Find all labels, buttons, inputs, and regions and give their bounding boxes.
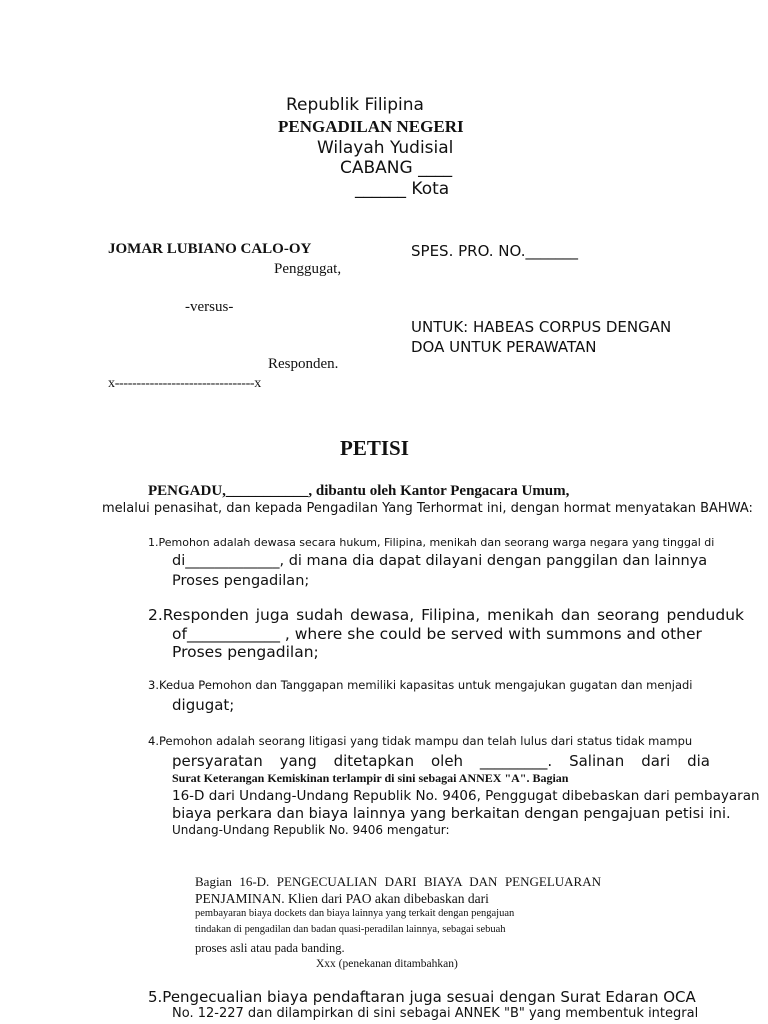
header-republic: Republik Filipina — [286, 95, 424, 115]
petitioner-role: Penggugat, — [274, 261, 342, 277]
case-number: SPES. PRO. NO._______ — [411, 242, 578, 260]
para3-line1: 3.Kedua Pemohon dan Tanggapan memiliki kapasitas untuk mengajukan gugatan dan menjadi — [148, 678, 693, 692]
para2-line3: Proses pengadilan; — [172, 643, 319, 661]
para4-line5: biaya perkara dan biaya lainnya yang berkaitan dengan pengajuan petisi ini. — [172, 806, 731, 822]
para1-line3: Proses pengadilan; — [172, 573, 310, 589]
para4-line6: Undang-Undang Republik No. 9406 mengatur: — [172, 823, 450, 837]
para1-line2: di_____________, di mana dia dapat dilayani dengan panggilan dan lainnya — [172, 553, 708, 569]
para5-line2: No. 12-227 dan dilampirkan di sini sebagai ANNEK "B" yang membentuk integral — [172, 1006, 699, 1021]
para3-line2: digugat; — [172, 696, 235, 714]
para4-line1: 4.Pemohon adalah seorang litigasi yang tidak mampu dan telah lulus dari status tidak mampu — [148, 734, 693, 748]
header-branch: CABANG ____ — [340, 158, 453, 178]
quote-line6: Xxx (penekanan ditambahkan) — [316, 958, 458, 970]
para2-line2: of____________ , where she could be served with summons and other — [172, 625, 702, 643]
quote-line1: Bagian 16-D. PENGECUALIAN DARI BIAYA DAN PENGELUARAN — [195, 874, 601, 889]
case-subject-line1: UNTUK: HABEAS CORPUS DENGAN — [411, 318, 672, 336]
header-region: Wilayah Yudisial — [317, 138, 454, 158]
document-title: PETISI — [340, 436, 409, 460]
versus-label: -versus- — [185, 299, 234, 315]
para4-line2: persyaratan yang ditetapkan oleh _________. Salinan dari dia — [172, 752, 710, 770]
caption-divider: x--------------------------------x — [108, 376, 261, 391]
para2-line1: 2.Responden juga sudah dewasa, Filipina, menikah dan seorang penduduk — [148, 606, 744, 624]
para4-line3: Surat Keterangan Kemiskinan terlampir di sini sebagai ANNEX "A". Bagian — [172, 771, 569, 785]
intro-line1: PENGADU,___________, dibantu oleh Kantor Pengacara Umum, — [148, 483, 570, 499]
para4-line4: 16-D dari Undang-Undang Republik No. 9406, Penggugat dibebaskan dari pembayaran — [172, 788, 760, 804]
intro-line2: melalui penasihat, dan kepada Pengadilan Yang Terhormat ini, dengan hormat menyatakan BAHWA: — [102, 501, 753, 516]
header-city: ______ Kota — [355, 179, 450, 199]
para1-line1: 1.Pemohon adalah dewasa secara hukum, Filipina, menikah dan seorang warga negara yang tinggal di — [148, 536, 715, 549]
quote-line5: proses asli atau pada banding. — [195, 941, 345, 955]
case-subject-line2: DOA UNTUK PERAWATAN — [411, 338, 597, 356]
quote-line2: PENJAMINAN. Klien dari PAO akan dibebaskan dari — [195, 891, 489, 906]
header-court: PENGADILAN NEGERI — [278, 117, 464, 136]
petitioner-name: JOMAR LUBIANO CALO-OY — [108, 241, 312, 257]
quote-line3: pembayaran biaya dockets dan biaya lainnya yang terkait dengan pengajuan — [195, 908, 515, 919]
quote-line4: tindakan di pengadilan dan badan quasi-peradilan lainnya, sebagai sebuah — [195, 924, 506, 935]
para5-line1: 5.Pengecualian biaya pendaftaran juga sesuai dengan Surat Edaran OCA — [148, 988, 696, 1006]
respondent-role: Responden. — [268, 356, 339, 372]
